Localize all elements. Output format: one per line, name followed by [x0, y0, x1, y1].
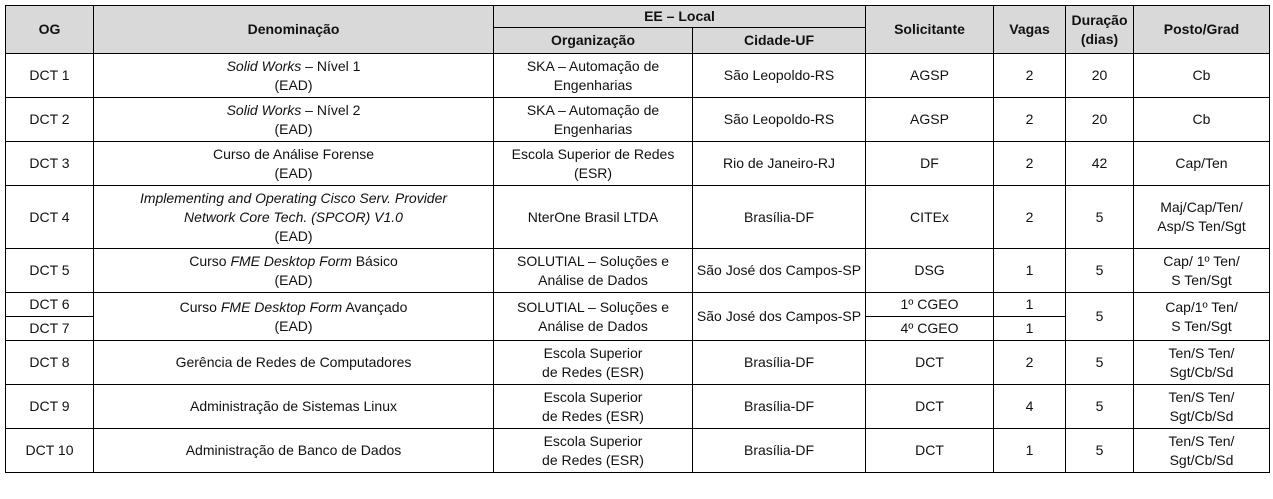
org-line-1: Escola Superior	[543, 388, 643, 405]
solicitante-cell: DSG	[866, 249, 994, 293]
col-header-solicitante: Solicitante	[866, 6, 994, 54]
org-line-2: de Redes (ESR)	[542, 451, 644, 468]
denominacao-cell	[94, 249, 494, 293]
posto-cell: Cb	[1134, 54, 1270, 98]
solicitante-cell: DF	[866, 142, 994, 186]
course-mode: (EAD)	[274, 271, 313, 288]
posto-line-2: S Ten/Sgt	[1171, 271, 1232, 288]
org-line-2: Engenharias	[553, 76, 633, 93]
course-name-prefix: Curso	[179, 298, 221, 315]
og-cell: DCT 4	[6, 186, 94, 249]
table-row	[6, 54, 1270, 98]
posto-cell	[1134, 293, 1270, 341]
posto-cell: Cb	[1134, 98, 1270, 142]
vagas-cell: 1	[994, 317, 1066, 341]
table-row	[6, 98, 1270, 142]
posto-line-2: Asp/S Ten/Sgt	[1157, 218, 1246, 234]
solicitante-cell: DCT	[866, 385, 994, 429]
duracao-cell: 20	[1066, 98, 1134, 142]
organizacao-cell	[494, 54, 693, 98]
courses-table	[5, 5, 1270, 473]
cidade-cell: São José dos Campos-SP	[693, 249, 866, 293]
og-cell: DCT 7	[6, 317, 94, 341]
organizacao-cell	[494, 341, 693, 385]
course-name-rest: – Nível 1	[301, 57, 361, 74]
organizacao-cell	[494, 98, 693, 142]
solicitante-cell: CITEx	[866, 186, 994, 249]
org-line-1: Escola Superior	[543, 344, 643, 361]
duracao-cell: 20	[1066, 54, 1134, 98]
table-row	[6, 293, 1270, 317]
og-cell: DCT 3	[6, 142, 94, 186]
col-header-posto-grad: Posto/Grad	[1134, 6, 1270, 54]
table-row	[6, 249, 1270, 293]
col-header-cidade-uf: Cidade-UF	[693, 28, 866, 54]
course-name-prefix: Curso	[189, 252, 231, 269]
posto-cell: Cap/Ten	[1134, 142, 1270, 186]
duracao-cell: 5	[1066, 341, 1134, 385]
table-row	[6, 385, 1270, 429]
organizacao-cell	[494, 142, 693, 186]
denominacao-cell	[94, 98, 494, 142]
col-header-denominacao: Denominação	[94, 6, 494, 54]
table-row	[6, 186, 1270, 249]
cidade-cell: Brasília-DF	[693, 385, 866, 429]
org-line-1: SOLUTIAL – Soluções e	[516, 252, 669, 269]
posto-cell	[1134, 186, 1270, 249]
og-cell: DCT 2	[6, 98, 94, 142]
vagas-cell: 1	[994, 429, 1066, 473]
vagas-cell: 1	[994, 293, 1066, 317]
cidade-cell: São Leopoldo-RS	[693, 98, 866, 142]
course-mode: (EAD)	[274, 76, 313, 93]
org-line-1: SKA – Automação de	[526, 57, 660, 74]
posto-line-2: S Ten/Sgt	[1171, 317, 1232, 334]
org-line-2: Análise de Dados	[538, 317, 648, 334]
cidade-cell: São Leopoldo-RS	[693, 54, 866, 98]
duracao-cell: 42	[1066, 142, 1134, 186]
solicitante-cell: 1º CGEO	[866, 293, 994, 317]
col-header-organizacao: Organização	[494, 28, 693, 54]
header-row	[6, 6, 1270, 28]
posto-line-1: Ten/S Ten/	[1168, 432, 1235, 449]
col-header-duracao	[1066, 6, 1134, 54]
posto-cell	[1134, 385, 1270, 429]
og-cell: DCT 8	[6, 341, 94, 385]
duracao-cell: 5	[1066, 385, 1134, 429]
posto-line-1: Cap/ 1º Ten/	[1163, 252, 1240, 269]
denominacao-cell: Administração de Banco de Dados	[94, 429, 494, 473]
duracao-cell: 5	[1066, 429, 1134, 473]
organizacao-cell: NterOne Brasil LTDA	[494, 186, 693, 249]
denominacao-cell: Gerência de Redes de Computadores	[94, 341, 494, 385]
vagas-cell: 2	[994, 186, 1066, 249]
course-name-rest: Básico	[351, 252, 398, 269]
posto-line-2: Sgt/Cb/Sd	[1169, 451, 1234, 468]
posto-line-1: Ten/S Ten/	[1168, 388, 1235, 405]
posto-cell	[1134, 429, 1270, 473]
org-line-1: SOLUTIAL – Soluções e	[516, 298, 669, 315]
course-name-rest: Avançado	[342, 298, 408, 315]
posto-cell	[1134, 249, 1270, 293]
org-line-2: Engenharias	[553, 120, 633, 137]
course-mode: (EAD)	[274, 317, 313, 334]
duracao-cell: 5	[1066, 186, 1134, 249]
vagas-cell: 1	[994, 249, 1066, 293]
organizacao-cell	[494, 385, 693, 429]
cidade-cell: Rio de Janeiro-RJ	[693, 142, 866, 186]
solicitante-cell: DCT	[866, 429, 994, 473]
org-line-2: de Redes (ESR)	[542, 407, 644, 424]
denominacao-cell	[94, 293, 494, 341]
og-cell: DCT 9	[6, 385, 94, 429]
solicitante-cell: AGSP	[866, 98, 994, 142]
duracao-label: Duração	[1071, 11, 1128, 28]
og-cell: DCT 1	[6, 54, 94, 98]
cidade-cell: Brasília-DF	[693, 186, 866, 249]
course-name-line-2: Network Core Tech. (SPCOR) V1.0	[184, 208, 403, 225]
course-name: Curso de Análise Forense	[212, 145, 375, 162]
org-line-2: Análise de Dados	[538, 271, 648, 288]
course-mode: (EAD)	[274, 164, 313, 181]
vagas-cell: 4	[994, 385, 1066, 429]
col-header-vagas: Vagas	[994, 6, 1066, 54]
org-line-1: SKA – Automação de	[526, 101, 660, 118]
posto-line-2: Sgt/Cb/Sd	[1169, 407, 1234, 424]
organizacao-cell	[494, 249, 693, 293]
solicitante-cell: AGSP	[866, 54, 994, 98]
vagas-cell: 2	[994, 142, 1066, 186]
table-row	[6, 341, 1270, 385]
cidade-cell: São José dos Campos-SP	[693, 293, 866, 341]
organizacao-cell	[494, 293, 693, 341]
vagas-cell: 2	[994, 341, 1066, 385]
organizacao-cell	[494, 429, 693, 473]
denominacao-cell: Administração de Sistemas Linux	[94, 385, 494, 429]
org-line-2: (ESR)	[573, 164, 613, 181]
solicitante-cell: 4º CGEO	[866, 317, 994, 341]
course-name-italic: Solid Works	[226, 57, 302, 74]
table-row	[6, 142, 1270, 186]
posto-line-1: Cap/1º Ten/	[1165, 298, 1238, 315]
denominacao-cell	[94, 186, 494, 249]
denominacao-cell	[94, 54, 494, 98]
course-name-line-1: Implementing and Operating Cisco Serv. Provider	[139, 189, 448, 206]
posto-line-1: Ten/S Ten/	[1168, 344, 1235, 361]
col-header-og: OG	[6, 6, 94, 54]
col-header-ee-local: EE – Local	[494, 6, 866, 28]
course-name-rest: – Nível 2	[301, 101, 361, 118]
course-name-italic: FME Desktop Form	[220, 298, 343, 315]
og-cell: DCT 5	[6, 249, 94, 293]
course-mode: (EAD)	[274, 227, 313, 244]
course-name-italic: Solid Works	[226, 101, 302, 118]
posto-line-2: Sgt/Cb/Sd	[1169, 363, 1234, 380]
posto-cell	[1134, 341, 1270, 385]
course-name-italic: FME Desktop Form	[230, 252, 352, 269]
cidade-cell: Brasília-DF	[693, 429, 866, 473]
og-cell: DCT 6	[6, 293, 94, 317]
org-line-1: Escola Superior de Redes	[511, 145, 675, 162]
solicitante-cell: DCT	[866, 341, 994, 385]
duracao-cell: 5	[1066, 293, 1134, 341]
posto-line-1: Maj/Cap/Ten/	[1160, 199, 1243, 215]
vagas-cell: 2	[994, 98, 1066, 142]
table-row	[6, 429, 1270, 473]
duracao-unit: (dias)	[1080, 30, 1119, 47]
denominacao-cell	[94, 142, 494, 186]
og-cell: DCT 10	[6, 429, 94, 473]
vagas-cell: 2	[994, 54, 1066, 98]
org-line-1: Escola Superior	[543, 432, 643, 449]
org-line-2: de Redes (ESR)	[542, 363, 644, 380]
cidade-cell: Brasília-DF	[693, 341, 866, 385]
course-mode: (EAD)	[274, 120, 313, 137]
duracao-cell: 5	[1066, 249, 1134, 293]
